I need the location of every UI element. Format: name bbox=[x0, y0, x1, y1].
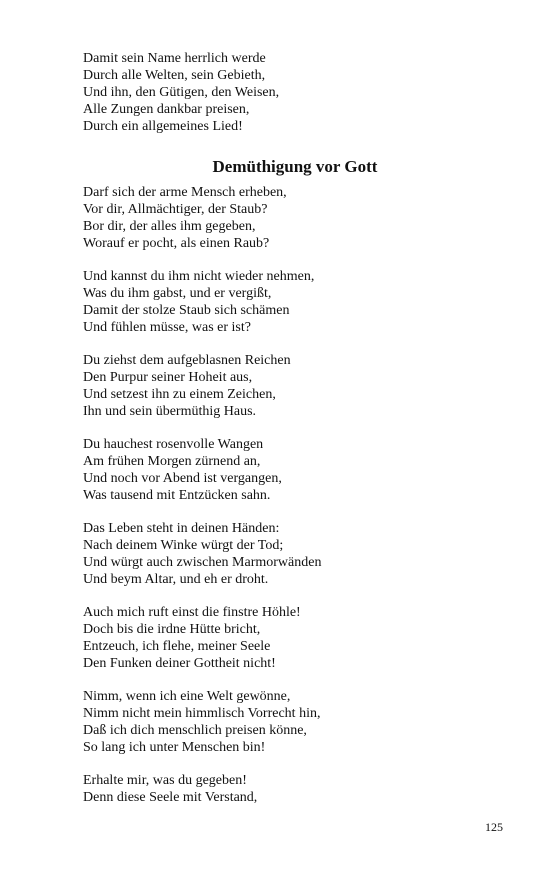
verse-line: Bor dir, der alles ihm gegeben, bbox=[83, 219, 256, 234]
verse-line: Alle Zungen dankbar preisen, bbox=[83, 102, 250, 117]
stanza-4 bbox=[83, 436, 483, 504]
verse-line: Entzeuch, ich flehe, meiner Seele bbox=[83, 639, 271, 654]
verse-line: Was tausend mit Entzücken sahn. bbox=[83, 488, 271, 503]
verse-line: Vor dir, Allmächtiger, der Staub? bbox=[83, 202, 268, 217]
verse-line: Denn diese Seele mit Verstand, bbox=[83, 790, 258, 805]
verse-line: Erhalte mir, was du gegeben! bbox=[83, 773, 247, 788]
poem-title: Demüthigung vor Gott bbox=[212, 157, 378, 176]
verse-line: Was du ihm gabst, und er vergißt, bbox=[83, 286, 272, 301]
verse-line: Du ziehst dem aufgeblasnen Reichen bbox=[83, 353, 291, 368]
verse-line: Den Purpur seiner Hoheit aus, bbox=[83, 370, 253, 385]
stanza-1 bbox=[83, 184, 483, 252]
verse-line: Auch mich ruft einst die finstre Höhle! bbox=[83, 605, 301, 620]
verse-line: Ihn und sein übermüthig Haus. bbox=[83, 404, 257, 419]
verse-line: Durch alle Welten, sein Gebieth, bbox=[83, 68, 266, 83]
verse-line: Den Funken deiner Gottheit nicht! bbox=[83, 656, 276, 671]
verse-line: Du hauchest rosenvolle Wangen bbox=[83, 437, 264, 452]
stanza-7 bbox=[83, 688, 483, 756]
stanza-8 bbox=[83, 772, 483, 806]
verse-line: Und würgt auch zwischen Marmorwänden bbox=[83, 555, 322, 570]
stanza-2 bbox=[83, 268, 483, 336]
verse-line: Und kannst du ihm nicht wieder nehmen, bbox=[83, 269, 315, 284]
verse-line: Worauf er pocht, als einen Raub? bbox=[83, 236, 270, 251]
verse-line: Daß ich dich menschlich preisen könne, bbox=[83, 723, 307, 738]
verse-line: Darf sich der arme Mensch erheben, bbox=[83, 185, 287, 200]
verse-line: So lang ich unter Menschen bin! bbox=[83, 740, 266, 755]
verse-line: Nach deinem Winke würgt der Tod; bbox=[83, 538, 284, 553]
verse-line: Am frühen Morgen zürnend an, bbox=[83, 454, 261, 469]
page-number: 125 bbox=[485, 820, 503, 834]
previous-poem-ending bbox=[83, 50, 483, 135]
verse-line: Doch bis die irdne Hütte bricht, bbox=[83, 622, 261, 637]
verse-line: Damit sein Name herrlich werde bbox=[83, 51, 266, 66]
stanza-6 bbox=[83, 604, 483, 672]
verse-line: Das Leben steht in deinen Händen: bbox=[83, 521, 280, 536]
stanza-3 bbox=[83, 352, 483, 420]
verse-line: Damit der stolze Staub sich schämen bbox=[83, 303, 290, 318]
verse-line: Nimm nicht mein himmlisch Vorrecht hin, bbox=[83, 706, 321, 721]
verse-line: Und beym Altar, und eh er droht. bbox=[83, 572, 269, 587]
verse-line: Und ihn, den Gütigen, den Weisen, bbox=[83, 85, 280, 100]
stanza-5 bbox=[83, 520, 483, 588]
verse-line: Und fühlen müsse, was er ist? bbox=[83, 320, 251, 335]
verse-line: Und noch vor Abend ist vergangen, bbox=[83, 471, 282, 486]
verse-line: Und setzest ihn zu einem Zeichen, bbox=[83, 387, 276, 402]
verse-line: Durch ein allgemeines Lied! bbox=[83, 119, 243, 134]
verse-line: Nimm, wenn ich eine Welt gewönne, bbox=[83, 689, 291, 704]
